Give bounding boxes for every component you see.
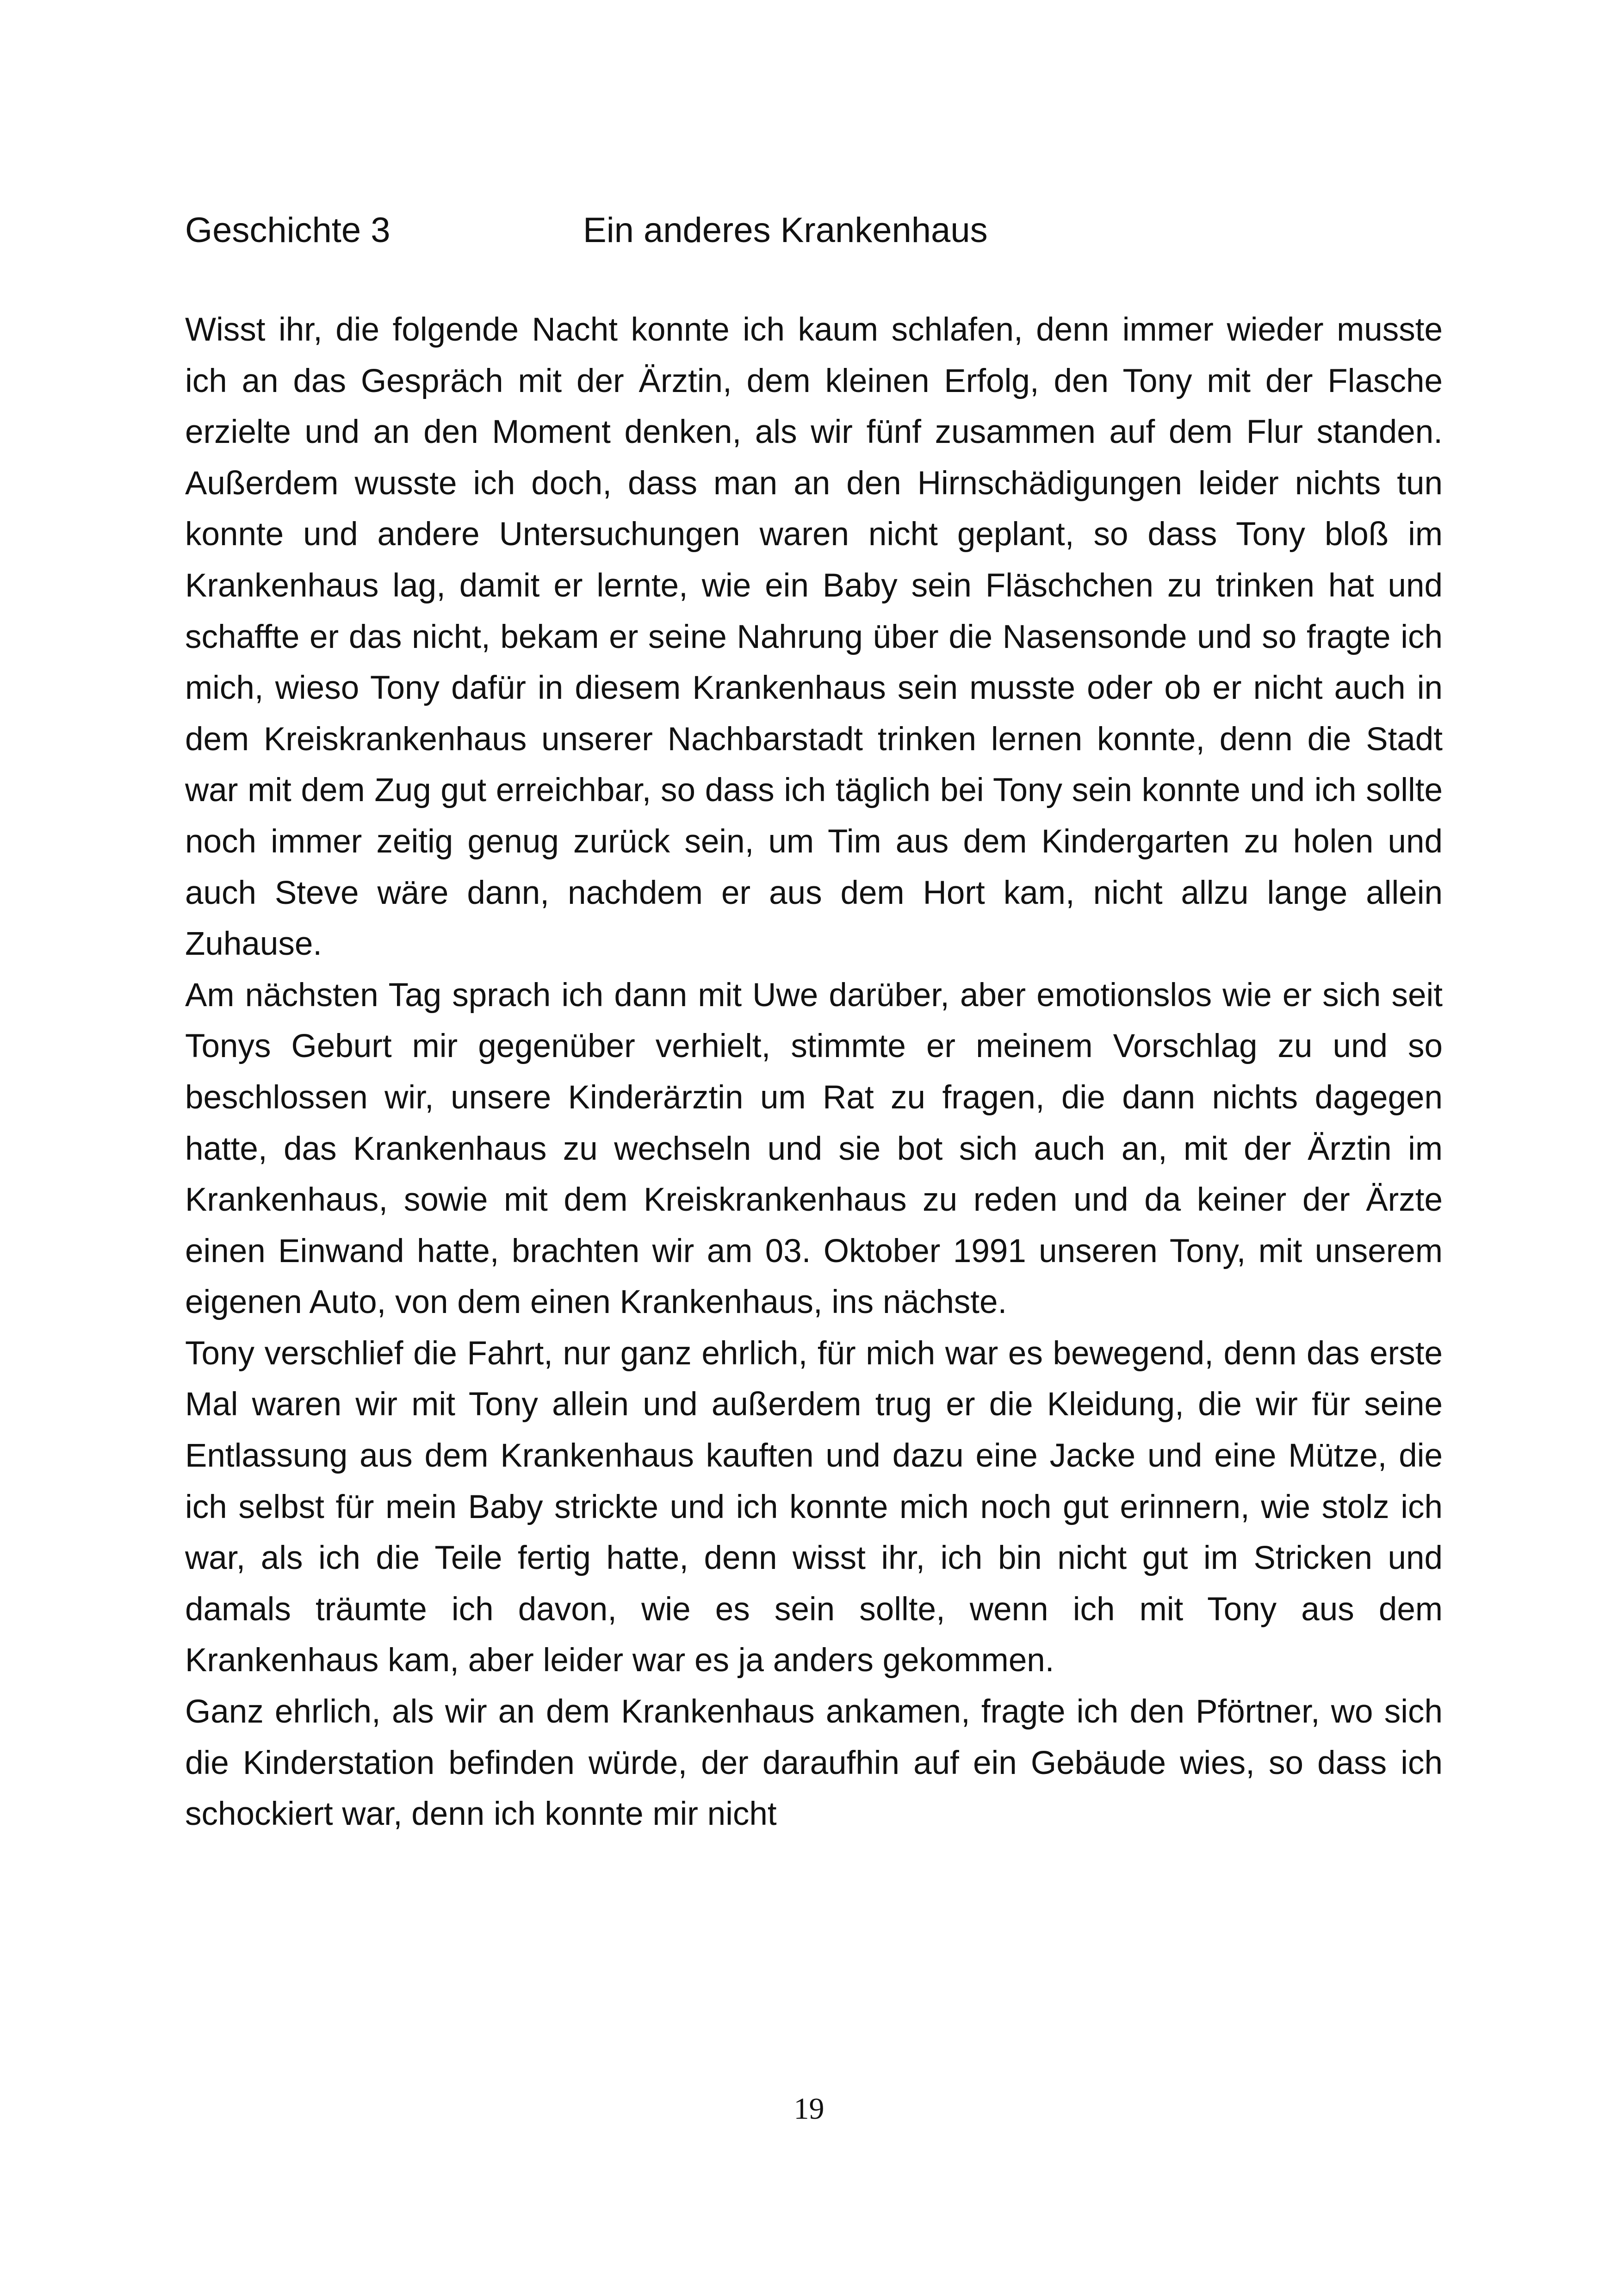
paragraph-2: Am nächsten Tag sprach ich dann mit Uwe darüber, aber emotionslos wie er sich seit Tonys Geburt mir gegenüber verhielt, stimmte er meinem Vorschlag zu und so beschlossen wir, unsere Kinderärztin um Rat zu fragen, die dann nichts dagegen hatte, das Krankenhaus zu wechseln und sie bot sich auch an, mit der Ärztin im Krankenhaus, sowie mit dem Kreiskrankenhaus zu reden und da keiner der Ärzte einen Einwand hatte, brachten wir am 03. Oktober 1991 unseren Tony, mit unserem eigenen Auto, von dem einen Krankenhaus, ins nächste. [185, 977, 1443, 1321]
page-number: 19 [794, 2092, 824, 2126]
paragraph-1: Wisst ihr, die folgende Nacht konnte ich kaum schlafen, denn immer wieder musste ich an das Gespräch mit der Ärztin, dem kleinen Erfolg, den Tony mit der Flasche erzielte und an den Moment denken, als wir fünf zusammen auf dem Flur standen. Außerdem wusste ich doch, dass man an den Hirnschädigungen leider nichts tun konnte und andere Untersuchungen waren nicht geplant, so dass Tony bloß im Krankenhaus lag, damit er lernte, wie ein Baby sein Fläschchen zu trinken hat und schaffte er das nicht, bekam er seine Nahrung über die Nasensonde und so fragte ich mich, wieso Tony dafür in diesem Krankenhaus sein musste oder ob er nicht auch in dem Kreiskrankenhaus unserer Nachbarstadt trinken lernen konnte, denn die Stadt war mit dem Zug gut erreichbar, so dass ich täglich bei Tony sein konnte und ich sollte noch immer zeitig genug zurück sein, um Tim aus dem Kindergarten zu holen und auch Steve wäre dann, nachdem er aus dem Hort kam, nicht allzu lange allein Zuhause. [185, 311, 1443, 963]
paragraph-4: Ganz ehrlich, als wir an dem Krankenhaus ankamen, fragte ich den Pförtner, wo sich die Kinderstation befinden würde, der daraufhin auf ein Gebäude wies, so dass ich schockiert war, denn ich konnte mir nicht [185, 1693, 1443, 1833]
body-text [185, 305, 1443, 1840]
paragraph-3: Tony verschlief die Fahrt, nur ganz ehrlich, für mich war es bewegend, denn das erste Mal waren wir mit Tony allein und außerdem trug er die Kleidung, die wir für seine Entlassung aus dem Krankenhaus kauften und dazu eine Jacke und eine Mütze, die ich selbst für mein Baby strickte und ich konnte mich noch gut erinnern, wie stolz ich war, als ich die Teile fertig hatte, denn wisst ihr, ich bin nicht gut im Stricken und damals träumte ich davon, wie es sein sollte, wenn ich mit Tony aus dem Krankenhaus kam, aber leider war es ja anders gekommen. [185, 1335, 1443, 1679]
chapter-title: Ein anderes Krankenhaus [583, 211, 988, 250]
chapter-heading [185, 203, 988, 258]
chapter-number: Geschichte 3 [185, 211, 391, 250]
